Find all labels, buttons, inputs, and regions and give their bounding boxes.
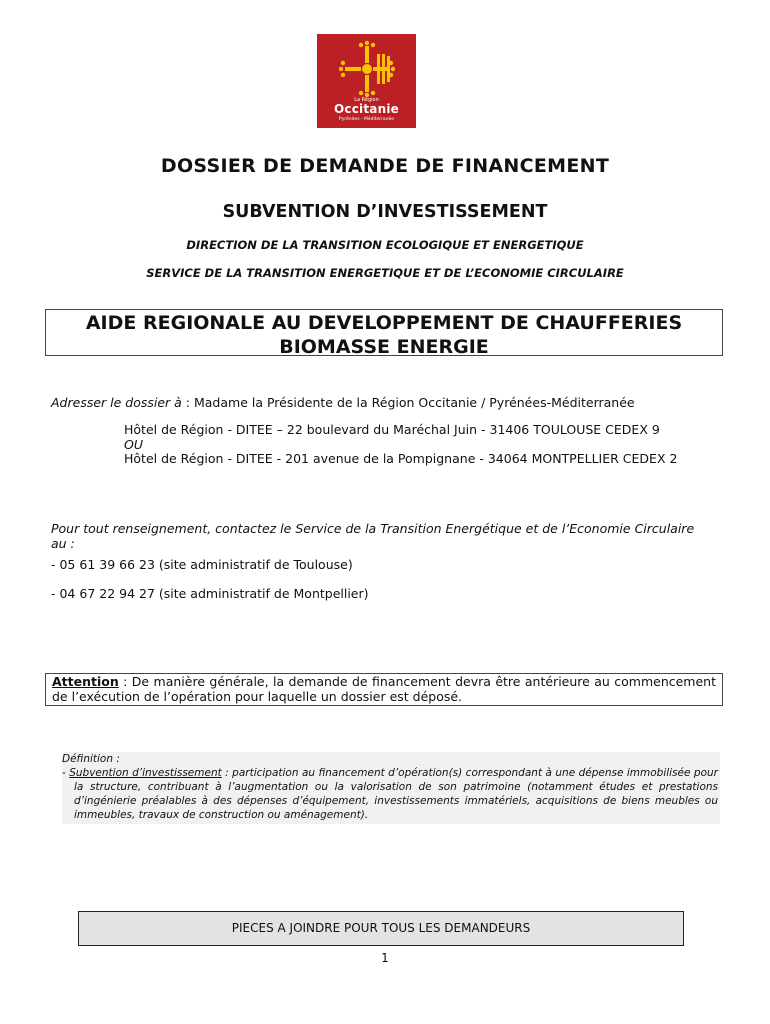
logo-name: Occitanie [334,102,399,116]
address-or: OU [124,436,143,452]
address-recipient-line [51,395,731,410]
logo-pre-text: La Région [354,97,379,103]
address-label: Adresser le dossier à [51,395,182,410]
address-block [124,423,744,467]
attention-label: Attention [52,674,119,689]
program-title-line1: AIDE REGIONALE AU DEVELOPPEMENT DE CHAUFFERIES [85,312,683,334]
definition-heading [62,752,720,766]
contact-phone-montpellier: - 04 67 22 94 27 (site administratif de Montpellier) [51,586,369,601]
logo-sub-text: Pyrénées - Méditerranée [338,117,395,122]
definition-text: : participation au financement d’opération(s) correspondant à une dépense immobilisée pour la structure, contribuant à l’augmentation ou la valorisation de son patrimoine (notamment études et prestations d’ingénierie préalables à des dépenses d’équipement, investissements immatériels, acquisitions de biens meubles ou immeubles, travaux de construction ou aménagement). [74,767,718,821]
page-number: 1 [381,951,389,965]
contact-intro [51,522,741,551]
document-title: DOSSIER DE DEMANDE DE FINANCEMENT [160,155,610,177]
pieces-heading-box: PIECES A JOINDRE POUR TOUS LES DEMANDEURS [78,911,684,946]
program-title-line2: BIOMASSE ENERGIE [279,336,489,358]
address-line-montpellier: Hôtel de Région - DITEE - 201 avenue de la Pompignane - 34064 MONTPELLIER CEDEX 2 [124,451,678,466]
document-subtitle [0,202,770,222]
attention-box [45,673,723,706]
subtitle-text: SUBVENTION D’INVESTISSEMENT [222,202,548,222]
definition-body [62,766,720,822]
address-line-toulouse: Hôtel de Région - DITEE – 22 boulevard du Maréchal Juin - 31406 TOULOUSE CEDEX 9 [124,422,660,437]
program-title-box [45,309,723,356]
occitan-cross-logo-icon [339,40,395,98]
attention-text: : De manière générale, la demande de financement devra être antérieure au commencement de l’exécution de l’opération pour laquelle un dossier est déposé. [52,674,716,704]
definition-box [62,752,720,824]
region-logo [317,34,416,128]
definition-heading-text: Définition : [62,753,120,765]
definition-dash: - [62,767,70,779]
contact-phone-toulouse: - 05 61 39 66 23 (site administratif de Toulouse) [51,557,353,572]
address-recipient: : Madame la Présidente de la Région Occitanie / Pyrénées-Méditerranée [181,395,635,410]
service-line: SERVICE DE LA TRANSITION ENERGETIQUE ET DE L’ECONOMIE CIRCULAIRE [146,266,624,280]
direction-line: DIRECTION DE LA TRANSITION ECOLOGIQUE ET ENERGETIQUE [186,238,584,252]
contact-intro-line2: au : [51,535,75,551]
definition-term: Subvention d’investissement [69,767,222,779]
contact-intro-line1: Pour tout renseignement, contactez le Service de la Transition Energétique et de l’Economie Circulaire [51,521,695,536]
